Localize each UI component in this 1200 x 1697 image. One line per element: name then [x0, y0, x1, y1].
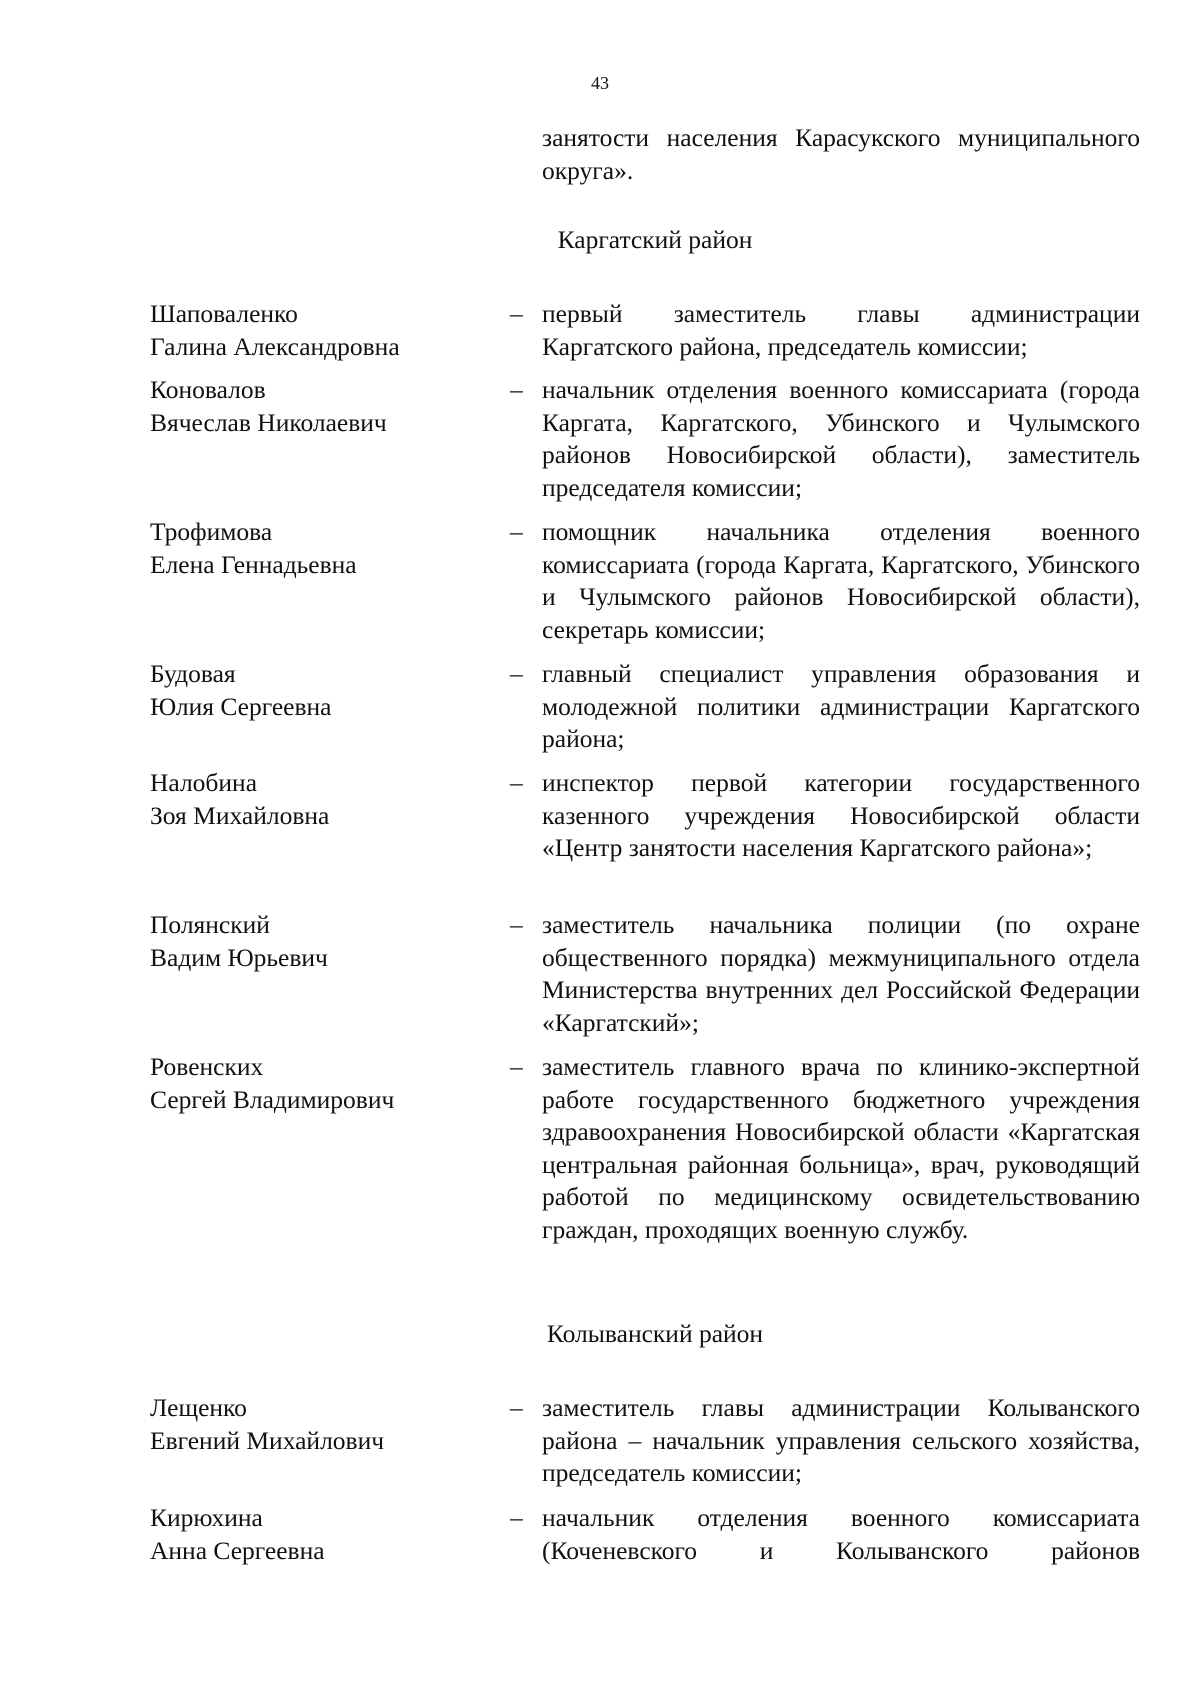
entry-dash: – — [510, 1393, 523, 1422]
member-given-names: Вадим Юрьевич — [150, 942, 328, 972]
member-name — [150, 767, 480, 832]
entry-dash: – — [510, 1503, 523, 1532]
member-position: заместитель начальника полиции (по охране общественного порядка) межмуниципального отдела Министерства внутренних дел Российской Федерации «Каргатский»; — [542, 910, 1140, 1037]
member-position: помощник начальника отделения военного комиссариата (города Каргата, Каргатского, Убинского и Чулымского районов Новосибирской области), секретарь комиссии; — [542, 517, 1140, 644]
member-surname: Полянский — [150, 910, 270, 939]
section-heading: Каргатский район — [557, 225, 753, 254]
entry-dash: – — [510, 1052, 523, 1081]
member-surname: Лещенко — [150, 1393, 247, 1422]
member-name — [150, 1392, 480, 1457]
member-given-names: Елена Геннадьевна — [150, 549, 357, 579]
member-surname: Трофимова — [150, 517, 273, 546]
member-given-names: Галина Александровна — [150, 331, 400, 361]
member-given-names: Вячеслав Николаевич — [150, 407, 387, 437]
member-surname: Кирюхина — [150, 1503, 263, 1532]
member-given-names: Сергей Владимирович — [150, 1084, 395, 1114]
section-heading: Колыванский район — [546, 1319, 764, 1348]
member-surname: Коновалов — [150, 375, 266, 404]
member-given-names: Юлия Сергеевна — [150, 691, 332, 721]
member-name — [150, 298, 480, 363]
member-name — [150, 516, 480, 581]
member-surname: Будовая — [150, 659, 236, 688]
entry-dash: – — [510, 517, 523, 546]
member-given-names: Анна Сергеевна — [150, 1535, 325, 1565]
entry-dash: – — [510, 659, 523, 688]
entry-dash: – — [510, 375, 523, 404]
member-surname: Налобина — [150, 768, 258, 797]
member-position: заместитель главы администрации Колыванского района – начальник управления сельского хозяйства, председатель комиссии; — [542, 1393, 1140, 1487]
member-name — [150, 374, 480, 439]
member-position: заместитель главного врача по клинико-экспертной работе государственного бюджетного учреждения здравоохранения Новосибирской области «Каргатская центральная районная больница», врач, руководящий работой по медицинскому освидетельствованию граждан, проходящих военную службу. — [542, 1052, 1140, 1244]
member-given-names: Зоя Михайловна — [150, 800, 330, 830]
member-position: главный специалист управления образования и молодежной политики администрации Каргатского района; — [542, 659, 1140, 753]
page-number: 43 — [591, 73, 609, 93]
member-position: начальник отделения военного комиссариата (города Каргата, Каргатского, Убинского и Чулымского районов Новосибирской области), заместитель председателя комиссии; — [542, 375, 1140, 502]
member-name — [150, 1502, 480, 1567]
continuation-text: занятости населения Карасукского муниципального округа». — [542, 123, 1140, 185]
entry-dash: – — [510, 768, 523, 797]
member-name — [150, 909, 480, 974]
member-name — [150, 1051, 480, 1116]
member-given-names: Евгений Михайлович — [150, 1425, 385, 1455]
member-name — [150, 658, 480, 723]
entry-dash: – — [510, 910, 523, 939]
member-position: первый заместитель главы администрации Каргатского района, председатель комиссии; — [542, 299, 1140, 361]
member-position: начальник отделения военного комиссариата (Коченевского и Колыванского районов — [542, 1503, 1140, 1565]
member-surname: Ровенских — [150, 1052, 264, 1081]
member-position: инспектор первой категории государственного казенного учреждения Новосибирской области «Центр занятости населения Каргатского района»; — [542, 768, 1140, 862]
member-surname: Шаповаленко — [150, 299, 298, 328]
entry-dash: – — [510, 299, 523, 328]
